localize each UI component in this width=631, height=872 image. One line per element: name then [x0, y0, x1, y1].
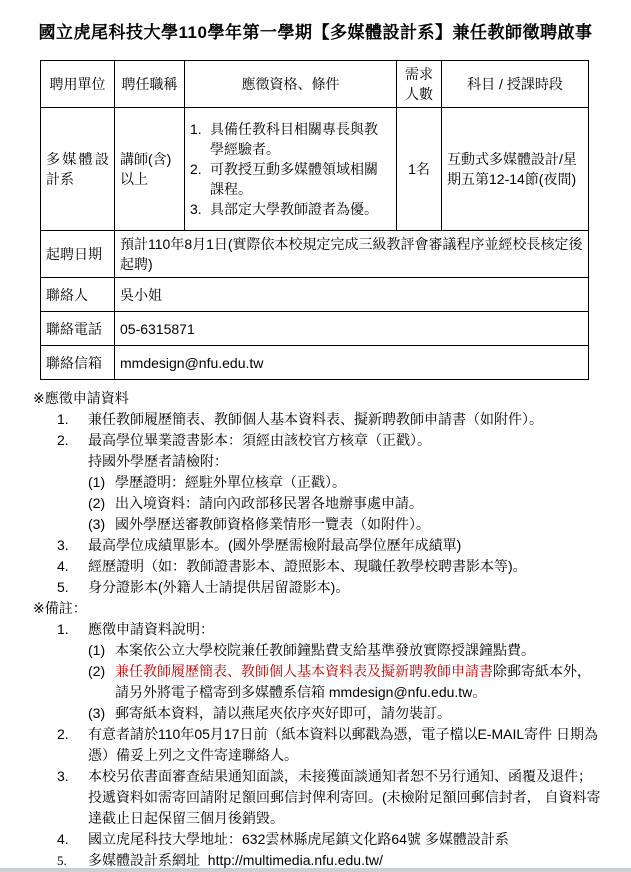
cell-qualifications	[185, 108, 397, 231]
item-number: 1.	[57, 411, 69, 427]
subitem-number: (1)	[88, 642, 106, 658]
item-number: 3.	[57, 537, 69, 553]
qualification-number: 2.	[190, 161, 202, 177]
table-row-email	[41, 346, 589, 380]
subitem-text: 出入境資料：請向內政部移民署各地辦事處申請。	[115, 495, 423, 511]
item-text: 有意者請於110年05月17日前（紙本資料以郵戳為憑，電子檔以E-MAIL寄件 日期為憑）備妥上列之文件寄達聯絡人。	[88, 726, 599, 763]
subitem-text: 郵寄紙本資料，請以燕尾夾依序夾好即可，請勿裝訂。	[115, 705, 451, 721]
value-phone: 05-6315871	[115, 312, 589, 346]
label-phone: 聯絡電話	[41, 312, 115, 346]
qualification-text: 可教授互動多媒體領域相關課程。	[210, 161, 378, 197]
header-position-title: 聘任職稱	[115, 61, 185, 108]
subitem-text: 國外學歷送審教師資格修業情形一覽表（如附件）。	[115, 516, 430, 532]
recruitment-table	[40, 60, 589, 380]
application-item-2	[57, 430, 601, 451]
item-number: 1.	[57, 621, 69, 637]
item-text: 最高學位成績單影本。(國外學歷需檢附最高學位歷年成績單)	[88, 537, 462, 553]
cell-hiring-unit: 多媒體設計系	[41, 108, 115, 231]
application-item-2-sub-3	[88, 514, 603, 535]
notes-item-1-sub-3	[88, 703, 603, 724]
item-number: 5.	[57, 853, 67, 868]
qualification-text: 具部定大學教師證者為優。	[210, 201, 378, 217]
table-row-start-date	[41, 231, 589, 278]
header-subject-schedule: 科目 / 授課時段	[442, 61, 589, 108]
label-email: 聯絡信箱	[41, 346, 115, 380]
notes-item-2	[57, 724, 601, 766]
subitem-text: 除郵寄紙本外，請另外將電子檔寄到多媒體系信箱 mmdesign@nfu.edu.tw	[115, 663, 591, 700]
subitem-number: (3)	[88, 705, 106, 721]
header-headcount: 需求人數	[397, 61, 442, 108]
qualification-text: 具備任教科目相關專長與教學經驗者。	[210, 121, 378, 157]
subitem-text: 學歷證明：經駐外單位核章（正戳）。	[115, 474, 346, 490]
application-heading: ※應徵申請資料	[33, 390, 129, 406]
table-row-contact	[41, 278, 589, 312]
item-number: 4.	[57, 558, 69, 574]
notes-heading: ※備註：	[33, 600, 87, 616]
application-item-2-sub-2	[88, 493, 603, 514]
item-text: 最高學位畢業證書影本：須經由該校官方核章（正戳）。	[88, 432, 431, 448]
label-start-date: 起聘日期	[41, 231, 115, 278]
item-text: 經歷證明（如：教師證書影本、證照影本、現職任教學校聘書影本等)。	[88, 558, 527, 574]
application-item-4	[57, 556, 601, 577]
item-number: 4.	[57, 831, 69, 847]
label-contact: 聯絡人	[41, 278, 115, 312]
department-website-url: http://multimedia.nfu.edu.tw/	[207, 852, 383, 868]
item-text: 兼任教師履歷簡表、教師個人基本資料表、擬新聘教師申請書（如附件）。	[88, 411, 543, 427]
application-item-2-intro: 持國外學歷者請檢附：	[88, 453, 228, 469]
item-text: 應徵申請資料說明：	[88, 621, 214, 637]
qualification-number: 1.	[190, 121, 202, 137]
application-section	[0, 388, 631, 598]
subitem-number: (2)	[88, 495, 106, 511]
notes-section	[0, 598, 631, 871]
notes-item-4	[57, 829, 601, 850]
header-qualifications: 應徵資格、條件	[185, 61, 397, 108]
item-number: 2.	[57, 432, 69, 448]
qualification-item	[190, 119, 391, 159]
table-header-row	[41, 61, 589, 108]
page-bottom-edge	[0, 868, 631, 872]
application-item-3	[57, 535, 601, 556]
qualification-number: 3.	[190, 201, 202, 217]
notes-item-1-sub-1	[88, 640, 603, 661]
item-number: 5.	[57, 579, 69, 595]
value-contact: 吳小姐	[115, 278, 589, 312]
table-row-phone	[41, 312, 589, 346]
header-hiring-unit: 聘用單位	[41, 61, 115, 108]
subitem-number: (2)	[88, 663, 106, 679]
subitem-red-text: 兼任教師履歷簡表、教師個人基本資料表及擬新聘教師申請書	[115, 663, 493, 679]
application-item-2-sub-1	[88, 472, 603, 493]
subitem-number: (1)	[88, 474, 106, 490]
notes-item-1-sub-2	[88, 661, 603, 703]
position-row	[41, 108, 589, 231]
notes-item-3	[57, 766, 601, 829]
cell-headcount: 1名	[397, 108, 442, 231]
subitem-number: (3)	[88, 516, 106, 532]
cell-subject-schedule: 互動式多媒體設計/星期五第12-14節(夜間)	[442, 108, 589, 231]
page-title: 國立虎尾科技大學110學年第一學期【多媒體設計系】兼任教師徵聘啟事	[38, 23, 593, 42]
value-email: mmdesign@nfu.edu.tw	[115, 346, 589, 380]
value-start-date: 預計110年8月1日(實際依本校規定完成三級教評會審議程序並經校長核定後起聘)	[115, 231, 589, 278]
item-number: 2.	[57, 726, 69, 742]
subitem-text: 本案依公立大學校院兼任教師鐘點費支給基準發放實際授課鐘點費。	[115, 642, 535, 658]
item-text: 國立虎尾科技大學地址：632雲林縣虎尾鎮文化路64號 多媒體設計系	[88, 831, 509, 847]
item-text: 本校另依書面審查結果通知面談，未接獲面談通知者恕不另行通知、函覆及退件；投遞資料如需寄回請附足額回郵信封俾利寄回。(未檢附足額回郵信封者， 自資料寄達截止日起保留三個月後銷毀。	[88, 768, 601, 826]
qualification-item	[190, 199, 391, 219]
item-text: 身分證影本(外籍人士請提供居留證影本)。	[88, 579, 350, 595]
subitem-red-period: 。	[472, 684, 487, 700]
qualification-item	[190, 159, 391, 199]
application-item-5	[57, 577, 601, 598]
item-text: 多媒體設計系網址	[88, 852, 200, 868]
item-number: 3.	[57, 768, 69, 784]
application-item-1	[57, 409, 601, 430]
cell-position-rank: 講師(含)以上	[115, 108, 185, 231]
notes-item-1	[57, 619, 601, 640]
